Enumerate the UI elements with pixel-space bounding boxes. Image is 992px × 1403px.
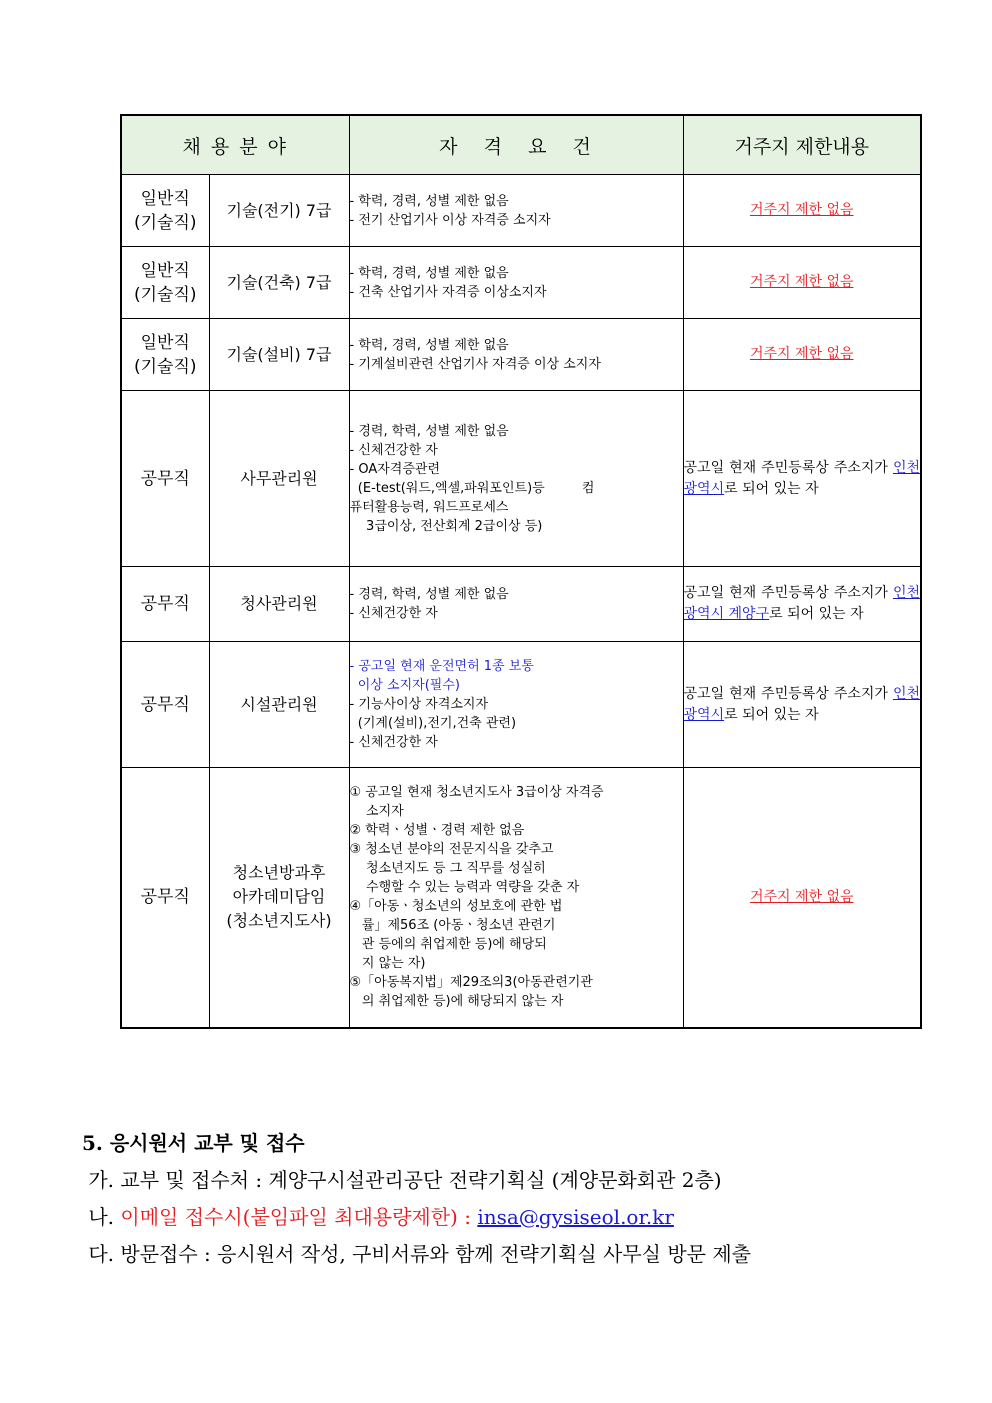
residence-text-end: 로 되어 있는 자 — [724, 480, 819, 497]
qualification-requirements — [349, 175, 683, 247]
requirement-line: - 신체건강한 자 — [349, 442, 438, 458]
no-residence-restriction-text: 거주지 제한 없음 — [749, 346, 854, 362]
residence-text-end: 로 되어 있는 자 — [769, 606, 864, 622]
position-line: 기술(건축) 7급 — [226, 272, 332, 292]
residence-restriction — [683, 768, 921, 1028]
item-na-email-notice: 이메일 접수시(붙임파일 최대용량제한) : — [120, 1205, 478, 1229]
requirement-line: - 신체건강한 자 — [349, 735, 438, 750]
requirement-line: (기계(설비),전기,건축 관련) — [349, 716, 517, 731]
requirement-line: - 경력, 학력, 성별 제한 없음 — [349, 587, 509, 602]
job-position — [209, 642, 349, 768]
no-residence-restriction-text: 거주지 제한 없음 — [749, 202, 854, 218]
requirement-line: ④「아동ㆍ청소년의 성보호에 관한 법 — [349, 899, 563, 915]
residence-text-end: 로 되어 있는 자 — [724, 706, 819, 723]
header-field: 채 용 분 야 — [121, 115, 349, 175]
requirement-line: 수행할 수 있는 능력과 역량을 갖춘 자 — [349, 880, 580, 896]
requirement-line: ① 공고일 현재 청소년지도사 3급이상 자격증 — [349, 785, 604, 801]
qualification-requirements — [349, 319, 683, 391]
position-line: 기술(전기) 7급 — [226, 200, 332, 220]
job-category — [121, 175, 209, 247]
residence-text: 공고일 현재 주민등록상 주소지가 — [683, 459, 893, 476]
requirement-line: - 신체건강한 자 — [349, 606, 438, 621]
job-position — [209, 391, 349, 567]
qualification-requirements — [349, 768, 683, 1028]
category-line: 일반직 — [140, 260, 190, 281]
category-line: 공무직 — [140, 468, 190, 489]
qualification-requirements — [349, 567, 683, 642]
job-position — [209, 175, 349, 247]
requirement-line: (E-test(워드,엑셀,파워포인트)등 컴 — [349, 480, 595, 496]
category-line: (기술직) — [133, 356, 197, 377]
requirement-line: - 학력, 경력, 성별 제한 없음 — [349, 337, 509, 353]
job-category — [121, 391, 209, 567]
job-category — [121, 319, 209, 391]
position-line: 아카데미담임 — [232, 887, 326, 907]
job-position — [209, 567, 349, 642]
job-position — [209, 319, 349, 391]
table-row — [121, 319, 921, 391]
table-row — [121, 247, 921, 319]
residence-restriction — [683, 642, 921, 768]
category-line: 공무직 — [140, 594, 190, 614]
no-residence-restriction-text: 거주지 제한 없음 — [749, 888, 854, 905]
position-line: 시설관리원 — [240, 694, 318, 714]
section-5-title: 5. 응시원서 교부 및 접수 — [82, 1131, 305, 1155]
requirement-line: - 건축 산업기사 자격증 이상소지자 — [349, 284, 547, 300]
requirement-line: - 전기 산업기사 이상 자격증 소지자 — [349, 212, 551, 228]
category-line: 공무직 — [140, 887, 190, 908]
job-category — [121, 567, 209, 642]
job-position — [209, 768, 349, 1028]
residence-region: 인천광역시 — [683, 685, 921, 723]
position-line: 청사관리원 — [240, 594, 318, 613]
requirement-line: 소지자 — [349, 804, 404, 820]
residence-restriction — [683, 391, 921, 567]
requirement-line-required: 이상 소지자(필수) — [349, 678, 460, 693]
residence-text: 공고일 현재 주민등록상 주소지가 — [683, 585, 893, 601]
residence-restriction — [683, 247, 921, 319]
residence-region: 인천광역시 — [683, 459, 921, 497]
residence-restriction — [683, 175, 921, 247]
requirement-line: - 학력, 경력, 성별 제한 없음 — [349, 193, 509, 209]
category-line: 일반직 — [140, 332, 190, 353]
residence-text: 공고일 현재 주민등록상 주소지가 — [683, 685, 893, 702]
table-row — [121, 175, 921, 247]
category-line: (기술직) — [133, 212, 197, 233]
item-na-prefix: 나. — [82, 1205, 121, 1229]
requirement-line: 퓨터활용능력, 워드프로세스 — [349, 499, 509, 515]
header-requirements: 자 격 요 건 — [349, 115, 683, 175]
qualification-requirements — [349, 642, 683, 768]
residence-restriction — [683, 319, 921, 391]
recruitment-table — [120, 114, 922, 1029]
email-link[interactable]: insa@gysiseol.or.kr — [477, 1205, 674, 1229]
position-line: 기술(설비) 7급 — [226, 344, 332, 364]
requirement-line: - 기계설비관련 산업기사 자격증 이상 소지자 — [349, 356, 601, 372]
requirement-line: - 기능사이상 자격소지자 — [349, 697, 489, 712]
qualification-requirements — [349, 391, 683, 567]
residence-restriction — [683, 567, 921, 642]
requirement-line-required: - 공고일 현재 운전면허 1종 보통 — [349, 659, 534, 674]
requirement-line: - 학력, 경력, 성별 제한 없음 — [349, 265, 509, 281]
requirement-line: 3급이상, 전산회계 2급이상 등) — [349, 518, 543, 534]
position-line: 사무관리원 — [240, 468, 318, 488]
job-category — [121, 642, 209, 768]
table-row — [121, 567, 921, 642]
header-residence: 거주지 제한내용 — [683, 115, 921, 175]
requirement-line: 률」제56조 (아동ㆍ청소년 관련기 — [349, 918, 556, 934]
requirement-line: - OA자격증관련 — [349, 461, 441, 477]
category-line: (기술직) — [133, 284, 197, 305]
requirement-line: 지 않는 자) — [349, 956, 426, 972]
job-category — [121, 247, 209, 319]
requirement-line: ⑤「아동복지법」제29조의3(아동관련기관 — [349, 975, 593, 991]
table-row — [121, 391, 921, 567]
job-category — [121, 768, 209, 1028]
category-line: 공무직 — [140, 694, 190, 715]
requirement-line: 관 등에의 취업제한 등)에 해당되 — [349, 937, 547, 953]
table-row — [121, 768, 921, 1028]
job-position — [209, 247, 349, 319]
requirement-line: ② 학력ㆍ성별ㆍ경력 제한 없음 — [349, 823, 525, 839]
requirement-line: 의 취업제한 등)에 해당되지 않는 자 — [349, 994, 564, 1010]
section-5-item-da: 다. 방문접수 : 응시원서 작성, 구비서류와 함께 전략기획실 사무실 방문 제출 — [82, 1242, 751, 1266]
no-residence-restriction-text: 거주지 제한 없음 — [749, 274, 854, 290]
position-line: (청소년지도사) — [226, 911, 332, 931]
category-line: 일반직 — [140, 188, 190, 209]
section-5-item-ga: 가. 교부 및 접수처 : 계양구시설관리공단 전략기획실 (계양문화회관 2층) — [82, 1168, 722, 1192]
requirement-line: 청소년지도 등 그 직무를 성실히 — [349, 861, 546, 877]
position-line: 청소년방과후 — [232, 863, 326, 883]
qualification-requirements — [349, 247, 683, 319]
table-row — [121, 642, 921, 768]
requirement-line: ③ 청소년 분야의 전문지식을 갖추고 — [349, 842, 554, 858]
requirement-line: - 경력, 학력, 성별 제한 없음 — [349, 423, 509, 439]
section-5-item-na — [82, 1201, 674, 1230]
residence-region: 인천광역시 계양구 — [683, 585, 921, 622]
